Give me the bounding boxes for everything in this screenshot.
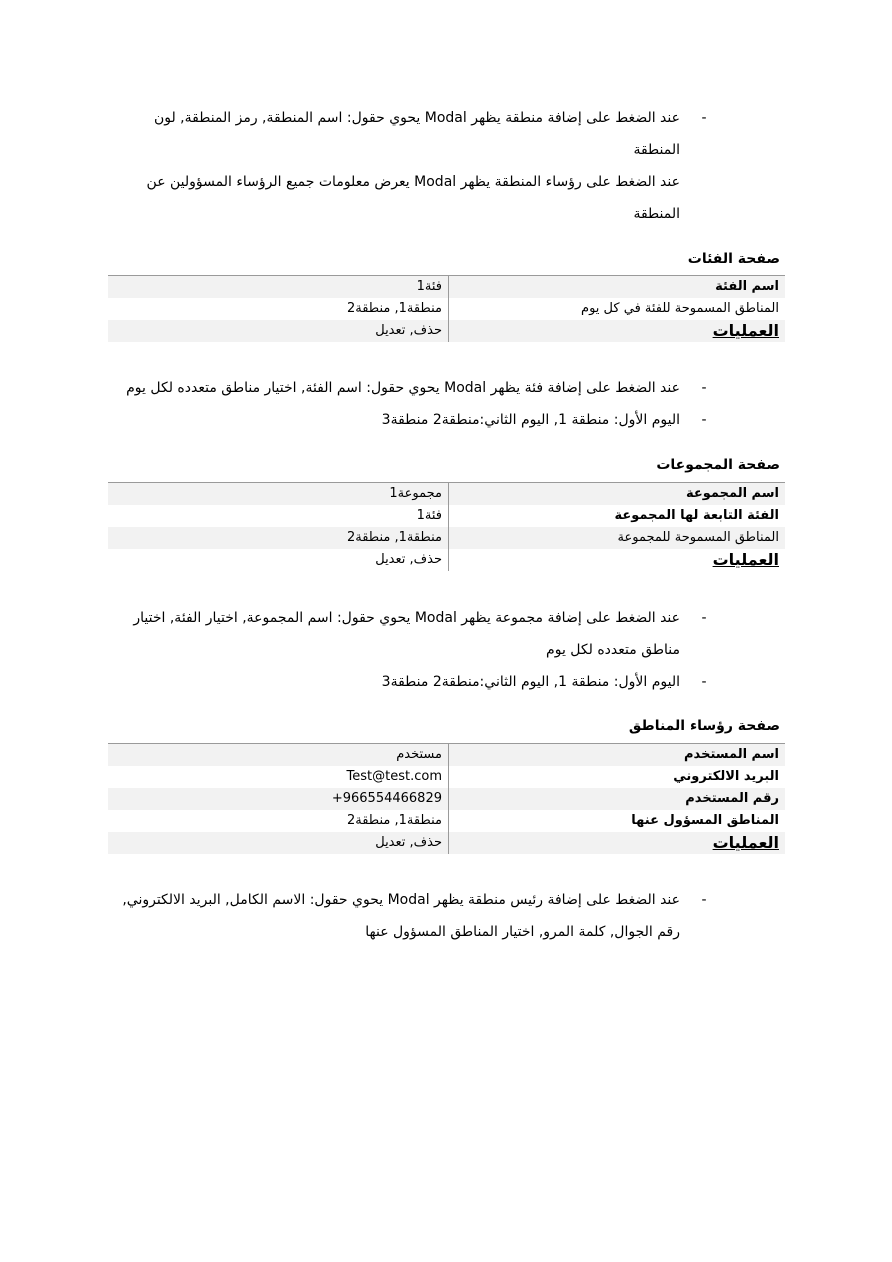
- bullet-dash: -: [701, 892, 707, 908]
- bullet-dash: -: [701, 674, 707, 690]
- categories-title: صفحة الفئات: [687, 251, 780, 267]
- bullet-text: رقم الجوال, كلمة المرو, اختيار المناطق المسؤول عنها: [365, 924, 680, 940]
- table-row: [108, 298, 785, 320]
- bullet-text: اليوم الأول: منطقة 1, اليوم الثاني:منطقة2 منطقة3: [381, 674, 680, 690]
- category-name-label: اسم الفئة: [449, 276, 786, 299]
- bullet-dash: -: [701, 380, 707, 396]
- area-heads-operations-label: العمليات: [449, 832, 786, 854]
- email-label: البريد الالكتروني: [449, 766, 786, 788]
- bullet-text: اليوم الأول: منطقة 1, اليوم الثاني:منطقة2 منطقة3: [381, 412, 680, 428]
- categories-bullet-2: [381, 404, 707, 436]
- responsible-zones-label: المناطق المسؤول عنها: [449, 810, 786, 832]
- table-row: [108, 810, 785, 832]
- responsible-zones-value: منطقة1, منطقة2: [346, 813, 442, 828]
- categories-table: [108, 275, 785, 342]
- username-label: اسم المستخدم: [449, 744, 786, 767]
- table-row: [108, 832, 785, 854]
- email-value: [108, 766, 449, 788]
- intro-bullet: [146, 102, 707, 230]
- intro-line-2: المنطقة: [633, 142, 680, 158]
- groups-bullet-2: [381, 666, 707, 698]
- email-text: Test@test.com: [346, 769, 442, 784]
- category-zones-value: منطقة1, منطقة2: [346, 301, 442, 316]
- groups-table: [108, 482, 785, 571]
- area-heads-bullet-1: [122, 884, 707, 948]
- user-number-value: [108, 788, 449, 810]
- username-value: مستخدم: [108, 744, 449, 767]
- bullet-text: مناطق متعدده لكل يوم: [546, 642, 680, 658]
- table-row: [108, 527, 785, 549]
- area-heads-title: صفحة رؤساء المناطق: [628, 718, 780, 734]
- group-name-value: مجموعة1: [108, 483, 449, 506]
- group-category-label: الفئة التابعة لها المجموعة: [449, 505, 786, 527]
- bullet-text: عند الضغط على إضافة مجموعة يظهر Modal يحوي حقول: اسم المجموعة, اختيار الفئة, اختيار: [133, 610, 680, 626]
- intro-line-4: المنطقة: [633, 206, 680, 222]
- area-heads-table: [108, 743, 785, 854]
- categories-bullet-1: [126, 372, 707, 404]
- table-row: [108, 320, 785, 342]
- category-name-value: فئة1: [108, 276, 449, 299]
- table-row: [108, 766, 785, 788]
- group-name-label: اسم المجموعة: [449, 483, 786, 506]
- group-zones-label: المناطق المسموحة للمجموعة: [449, 527, 786, 549]
- bullet-text: عند الضغط على إضافة رئيس منطقة يظهر Modal يحوي حقول: الاسم الكامل, البريد الالكتروني,: [122, 892, 680, 908]
- category-operations-label: العمليات: [449, 320, 786, 342]
- phone-text: +966554466829: [331, 791, 442, 806]
- area-heads-operations-value: حذف, تعديل: [108, 832, 449, 854]
- group-operations-label: العمليات: [449, 549, 786, 571]
- category-operations-value: حذف, تعديل: [108, 320, 449, 342]
- bullet-text: عند الضغط على إضافة فئة يظهر Modal يحوي حقول: اسم الفئة, اختيار مناطق متعدده لكل يوم: [126, 380, 680, 396]
- table-row: [108, 505, 785, 527]
- table-row: [108, 549, 785, 571]
- group-category-value: فئة1: [416, 508, 442, 523]
- groups-title: صفحة المجموعات: [656, 457, 780, 473]
- table-row: [108, 744, 785, 767]
- intro-line-1: عند الضغط على إضافة منطقة يظهر Modal يحوي حقول: اسم المنطقة, رمز المنطقة, لون: [153, 110, 680, 126]
- table-row: [108, 483, 785, 506]
- table-row: [108, 276, 785, 299]
- user-number-label: رقم المستخدم: [449, 788, 786, 810]
- bullet-dash: -: [701, 412, 707, 428]
- bullet-dash: -: [701, 110, 707, 126]
- groups-bullet-1: [133, 602, 707, 666]
- bullet-dash: -: [701, 610, 707, 626]
- group-zones-value: منطقة1, منطقة2: [108, 527, 449, 549]
- table-row: [108, 788, 785, 810]
- category-zones-label: المناطق المسموحة للفئة في كل يوم: [449, 298, 786, 320]
- group-operations-value: حذف, تعديل: [375, 552, 442, 567]
- intro-line-3: عند الضغط على رؤساء المنطقة يظهر Modal يعرض معلومات جميع الرؤساء المسؤولين عن: [146, 174, 680, 190]
